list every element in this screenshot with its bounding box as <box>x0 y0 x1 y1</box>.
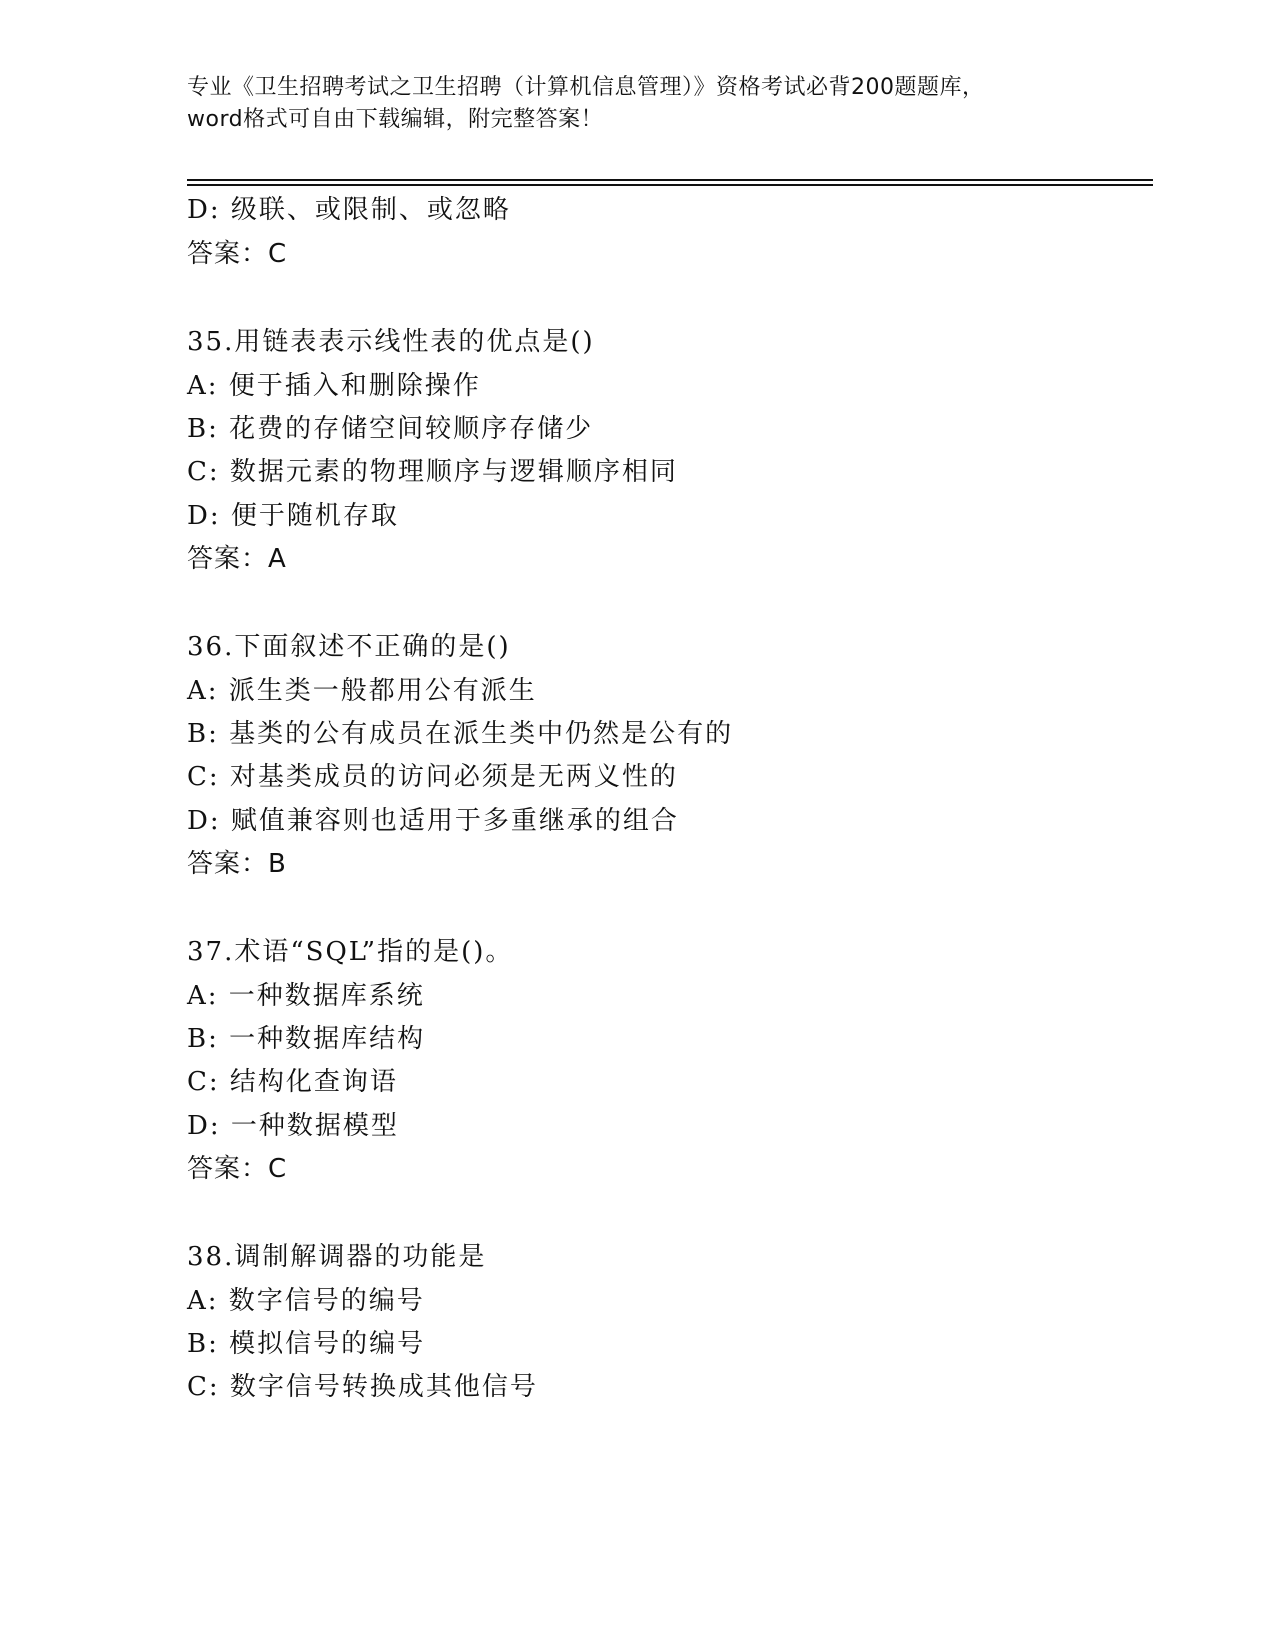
option-d: D: 便于随机存取 <box>187 501 399 531</box>
option-b: B: 基类的公有成员在派生类中仍然是公有的 <box>187 719 734 749</box>
question-36-stem: 36.下面叙述不正确的是() <box>187 632 511 662</box>
question-35-stem: 35.用链表表示线性表的优点是() <box>187 327 595 357</box>
answer-line: 答案：A <box>187 544 287 574</box>
option-c: C: 数字信号转换成其他信号 <box>187 1372 538 1402</box>
question-37-stem: 37.术语“SQL”指的是()。 <box>187 937 514 967</box>
header-title-line-2: word格式可自由下载编辑，附完整答案！ <box>187 107 604 132</box>
header-divider-top <box>187 179 1153 181</box>
header-title-line-1: 专业《卫生招聘考试之卫生招聘（计算机信息管理）》资格考试必背200题题库， <box>187 75 985 100</box>
option-c: C: 结构化查询语 <box>187 1067 398 1097</box>
option-b: B: 花费的存储空间较顺序存储少 <box>187 414 594 444</box>
answer-line: 答案：C <box>187 1154 288 1184</box>
header-divider-bottom <box>187 184 1153 186</box>
document-header <box>187 72 1087 136</box>
option-a: A: 一种数据库系统 <box>187 981 425 1011</box>
answer-line: 答案：B <box>187 849 287 879</box>
option-b: B: 一种数据库结构 <box>187 1024 426 1054</box>
option-a: A: 便于插入和删除操作 <box>187 371 481 401</box>
option-a: A: 数字信号的编号 <box>187 1286 425 1316</box>
option-d: D: 一种数据模型 <box>187 1111 399 1141</box>
option-a: A: 派生类一般都用公有派生 <box>187 676 537 706</box>
option-c: C: 对基类成员的访问必须是无两义性的 <box>187 762 678 792</box>
option-d: D: 级联、或限制、或忽略 <box>187 195 511 225</box>
option-b: B: 模拟信号的编号 <box>187 1329 426 1359</box>
answer-line: 答案：C <box>187 239 288 269</box>
option-c: C: 数据元素的物理顺序与逻辑顺序相同 <box>187 457 678 487</box>
question-38-stem: 38.调制解调器的功能是 <box>187 1242 487 1272</box>
option-d: D: 赋值兼容则也适用于多重继承的组合 <box>187 806 679 836</box>
